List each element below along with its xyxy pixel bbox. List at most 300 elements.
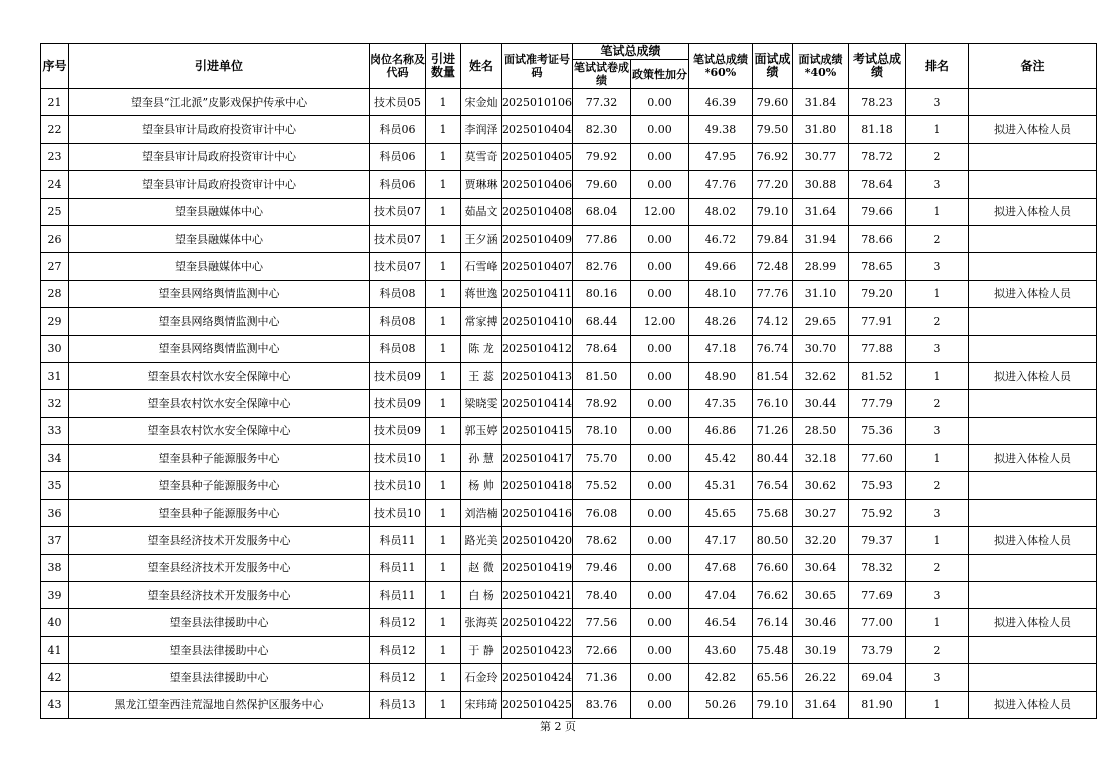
cell-remark: 拟进入体检人员 (969, 198, 1097, 225)
cell-written: 80.16 (573, 280, 631, 307)
cell-w60: 46.86 (689, 417, 753, 444)
cell-total: 78.65 (849, 253, 906, 280)
cell-rank: 1 (906, 280, 969, 307)
cell-unit: 望奎县审计局政府投资审计中心 (69, 171, 370, 198)
cell-ticket: 2025010423 (502, 636, 573, 663)
cell-bonus: 0.00 (631, 499, 689, 526)
cell-remark: 拟进入体检人员 (969, 362, 1097, 389)
cell-bonus: 0.00 (631, 225, 689, 252)
header-written-score: 笔试试卷成绩 (574, 61, 629, 87)
cell-written: 68.04 (573, 198, 631, 225)
cell-bonus: 0.00 (631, 143, 689, 170)
cell-total: 77.91 (849, 308, 906, 335)
cell-seq: 39 (41, 582, 69, 609)
cell-interview: 76.74 (753, 335, 793, 362)
cell-rank: 2 (906, 390, 969, 417)
cell-post: 科员12 (370, 636, 426, 663)
cell-i40: 30.77 (793, 143, 849, 170)
cell-rank: 1 (906, 445, 969, 472)
cell-remark: 拟进入体检人员 (969, 609, 1097, 636)
cell-seq: 42 (41, 664, 69, 691)
table-row (41, 582, 1097, 609)
cell-total: 77.69 (849, 582, 906, 609)
cell-quota: 1 (426, 664, 461, 691)
cell-ticket: 2025010411 (502, 280, 573, 307)
cell-ticket: 2025010409 (502, 225, 573, 252)
cell-written: 77.86 (573, 225, 631, 252)
cell-quota: 1 (426, 582, 461, 609)
cell-i40: 28.99 (793, 253, 849, 280)
cell-rank: 3 (906, 417, 969, 444)
cell-w60: 48.90 (689, 362, 753, 389)
cell-post: 科员06 (370, 171, 426, 198)
table-row (41, 116, 1097, 143)
cell-post: 科员12 (370, 609, 426, 636)
cell-w60: 43.60 (689, 636, 753, 663)
cell-total: 75.92 (849, 499, 906, 526)
cell-post: 科员06 (370, 143, 426, 170)
cell-i40: 31.80 (793, 116, 849, 143)
cell-remark (969, 664, 1097, 691)
cell-bonus: 0.00 (631, 116, 689, 143)
cell-seq: 43 (41, 691, 69, 718)
cell-remark (969, 582, 1097, 609)
cell-total: 79.66 (849, 198, 906, 225)
cell-remark (969, 253, 1097, 280)
cell-quota: 1 (426, 499, 461, 526)
cell-unit: 望奎县农村饮水安全保障中心 (69, 362, 370, 389)
cell-seq: 23 (41, 143, 69, 170)
cell-written: 78.40 (573, 582, 631, 609)
cell-seq: 35 (41, 472, 69, 499)
cell-rank: 1 (906, 116, 969, 143)
cell-name: 张海英 (461, 609, 502, 636)
cell-seq: 31 (41, 362, 69, 389)
cell-i40: 32.62 (793, 362, 849, 389)
cell-w60: 49.66 (689, 253, 753, 280)
cell-name: 莫雪奇 (461, 143, 502, 170)
cell-i40: 31.84 (793, 89, 849, 116)
cell-i40: 30.27 (793, 499, 849, 526)
cell-written: 79.92 (573, 143, 631, 170)
cell-post: 科员08 (370, 308, 426, 335)
cell-interview: 79.84 (753, 225, 793, 252)
header-post: 岗位名称及代码 (370, 44, 426, 89)
cell-seq: 34 (41, 445, 69, 472)
cell-remark: 拟进入体检人员 (969, 280, 1097, 307)
cell-total: 73.79 (849, 636, 906, 663)
cell-w60: 48.26 (689, 308, 753, 335)
cell-total: 75.36 (849, 417, 906, 444)
cell-name: 王夕涵 (461, 225, 502, 252)
cell-written: 83.76 (573, 691, 631, 718)
cell-unit: 黑龙江望奎西洼荒湿地自然保护区服务中心 (69, 691, 370, 718)
cell-remark (969, 636, 1097, 663)
cell-seq: 26 (41, 225, 69, 252)
header-policy-bonus: 政策性加分 (631, 60, 689, 89)
cell-interview: 65.56 (753, 664, 793, 691)
cell-total: 77.00 (849, 609, 906, 636)
cell-quota: 1 (426, 472, 461, 499)
header-total: 考试总成绩 (849, 44, 906, 89)
cell-written: 82.30 (573, 116, 631, 143)
cell-i40: 30.19 (793, 636, 849, 663)
cell-written: 68.44 (573, 308, 631, 335)
cell-interview: 79.10 (753, 198, 793, 225)
cell-i40: 30.44 (793, 390, 849, 417)
cell-name: 李润泽 (461, 116, 502, 143)
cell-w60: 47.76 (689, 171, 753, 198)
cell-remark (969, 417, 1097, 444)
cell-unit: 望奎县融媒体中心 (69, 198, 370, 225)
cell-quota: 1 (426, 417, 461, 444)
cell-i40: 30.46 (793, 609, 849, 636)
cell-name: 梁晓雯 (461, 390, 502, 417)
table-row (41, 171, 1097, 198)
cell-unit: 望奎县种子能源服务中心 (69, 445, 370, 472)
header-unit: 引进单位 (69, 44, 370, 89)
cell-remark (969, 499, 1097, 526)
cell-name: 郭玉婷 (461, 417, 502, 444)
cell-ticket: 2025010407 (502, 253, 573, 280)
cell-post: 科员06 (370, 116, 426, 143)
page-number: 第 2 页 (540, 720, 576, 733)
cell-post: 科员12 (370, 664, 426, 691)
cell-remark (969, 225, 1097, 252)
cell-ticket: 2025010420 (502, 527, 573, 554)
cell-total: 78.64 (849, 171, 906, 198)
cell-post: 技术员10 (370, 472, 426, 499)
cell-ticket: 2025010404 (502, 116, 573, 143)
cell-rank: 3 (906, 253, 969, 280)
cell-quota: 1 (426, 280, 461, 307)
cell-bonus: 0.00 (631, 527, 689, 554)
cell-seq: 29 (41, 308, 69, 335)
cell-bonus: 0.00 (631, 253, 689, 280)
cell-interview: 79.10 (753, 691, 793, 718)
cell-post: 技术员10 (370, 499, 426, 526)
table-row (41, 554, 1097, 581)
cell-interview: 76.10 (753, 390, 793, 417)
table-row (41, 664, 1097, 691)
cell-written: 79.60 (573, 171, 631, 198)
cell-written: 75.52 (573, 472, 631, 499)
cell-seq: 33 (41, 417, 69, 444)
cell-quota: 1 (426, 253, 461, 280)
cell-seq: 37 (41, 527, 69, 554)
cell-name: 白 杨 (461, 582, 502, 609)
cell-total: 78.23 (849, 89, 906, 116)
cell-rank: 3 (906, 499, 969, 526)
cell-w60: 47.95 (689, 143, 753, 170)
cell-rank: 3 (906, 335, 969, 362)
cell-unit: 望奎县审计局政府投资审计中心 (69, 116, 370, 143)
cell-name: 陈 龙 (461, 335, 502, 362)
cell-bonus: 12.00 (631, 308, 689, 335)
table-row (41, 445, 1097, 472)
table-row (41, 89, 1097, 116)
cell-ticket: 2025010405 (502, 143, 573, 170)
cell-post: 技术员07 (370, 253, 426, 280)
cell-rank: 1 (906, 198, 969, 225)
cell-w60: 47.35 (689, 390, 753, 417)
cell-rank: 1 (906, 527, 969, 554)
cell-remark (969, 171, 1097, 198)
cell-seq: 27 (41, 253, 69, 280)
cell-rank: 2 (906, 308, 969, 335)
cell-ticket: 2025010422 (502, 609, 573, 636)
cell-interview: 77.20 (753, 171, 793, 198)
cell-remark (969, 335, 1097, 362)
cell-ticket: 2025010414 (502, 390, 573, 417)
cell-written: 82.76 (573, 253, 631, 280)
cell-written: 72.66 (573, 636, 631, 663)
cell-remark: 拟进入体检人员 (969, 691, 1097, 718)
cell-written: 71.36 (573, 664, 631, 691)
cell-bonus: 0.00 (631, 664, 689, 691)
cell-unit: 望奎县融媒体中心 (69, 225, 370, 252)
cell-seq: 40 (41, 609, 69, 636)
cell-interview: 80.44 (753, 445, 793, 472)
cell-unit: 望奎县种子能源服务中心 (69, 499, 370, 526)
cell-unit: 望奎县法律援助中心 (69, 609, 370, 636)
cell-remark: 拟进入体检人员 (969, 445, 1097, 472)
cell-ticket: 2025010421 (502, 582, 573, 609)
cell-unit: 望奎县融媒体中心 (69, 253, 370, 280)
cell-name: 孙 慧 (461, 445, 502, 472)
cell-post: 科员08 (370, 280, 426, 307)
cell-rank: 2 (906, 225, 969, 252)
cell-interview: 76.54 (753, 472, 793, 499)
cell-post: 科员11 (370, 554, 426, 581)
cell-interview: 79.60 (753, 89, 793, 116)
cell-name: 路光美 (461, 527, 502, 554)
cell-ticket: 2025010106 (502, 89, 573, 116)
cell-w60: 48.10 (689, 280, 753, 307)
cell-unit: 望奎县农村饮水安全保障中心 (69, 417, 370, 444)
cell-name: 蒋世逸 (461, 280, 502, 307)
cell-name: 王 蕊 (461, 362, 502, 389)
cell-bonus: 0.00 (631, 472, 689, 499)
cell-name: 茹晶文 (461, 198, 502, 225)
cell-bonus: 0.00 (631, 171, 689, 198)
cell-unit: 望奎县“江北派”皮影戏保护传承中心 (69, 89, 370, 116)
cell-i40: 28.50 (793, 417, 849, 444)
cell-name: 赵 微 (461, 554, 502, 581)
cell-post: 技术员07 (370, 198, 426, 225)
cell-bonus: 0.00 (631, 89, 689, 116)
cell-w60: 47.68 (689, 554, 753, 581)
table-row (41, 253, 1097, 280)
header-written-60: 笔试总成绩*60% (689, 44, 753, 89)
cell-rank: 1 (906, 609, 969, 636)
cell-ticket: 2025010418 (502, 472, 573, 499)
cell-i40: 31.94 (793, 225, 849, 252)
cell-post: 技术员07 (370, 225, 426, 252)
header-interview: 面试成绩 (753, 44, 793, 89)
cell-post: 科员13 (370, 691, 426, 718)
cell-bonus: 0.00 (631, 390, 689, 417)
cell-seq: 41 (41, 636, 69, 663)
table-row (41, 527, 1097, 554)
cell-unit: 望奎县经济技术开发服务中心 (69, 554, 370, 581)
cell-name: 贾琳琳 (461, 171, 502, 198)
cell-w60: 45.42 (689, 445, 753, 472)
cell-post: 技术员10 (370, 445, 426, 472)
cell-total: 79.20 (849, 280, 906, 307)
cell-post: 科员08 (370, 335, 426, 362)
cell-remark (969, 143, 1097, 170)
cell-i40: 32.18 (793, 445, 849, 472)
cell-rank: 3 (906, 89, 969, 116)
cell-total: 79.37 (849, 527, 906, 554)
cell-name: 宋玮琦 (461, 691, 502, 718)
cell-rank: 1 (906, 362, 969, 389)
cell-w60: 46.72 (689, 225, 753, 252)
table-row (41, 198, 1097, 225)
cell-ticket: 2025010406 (502, 171, 573, 198)
table-row (41, 390, 1097, 417)
cell-quota: 1 (426, 445, 461, 472)
cell-quota: 1 (426, 691, 461, 718)
cell-ticket: 2025010424 (502, 664, 573, 691)
cell-rank: 3 (906, 664, 969, 691)
cell-name: 石金玲 (461, 664, 502, 691)
cell-w60: 48.02 (689, 198, 753, 225)
cell-interview: 76.92 (753, 143, 793, 170)
cell-seq: 30 (41, 335, 69, 362)
header-seq: 序号 (41, 44, 69, 89)
cell-bonus: 12.00 (631, 198, 689, 225)
cell-seq: 24 (41, 171, 69, 198)
cell-ticket: 2025010412 (502, 335, 573, 362)
cell-seq: 32 (41, 390, 69, 417)
table-row (41, 225, 1097, 252)
cell-i40: 32.20 (793, 527, 849, 554)
cell-written: 77.56 (573, 609, 631, 636)
cell-written: 75.70 (573, 445, 631, 472)
cell-quota: 1 (426, 198, 461, 225)
cell-i40: 26.22 (793, 664, 849, 691)
cell-seq: 36 (41, 499, 69, 526)
table-row (41, 280, 1097, 307)
cell-post: 技术员05 (370, 89, 426, 116)
cell-interview: 72.48 (753, 253, 793, 280)
cell-quota: 1 (426, 308, 461, 335)
cell-i40: 30.62 (793, 472, 849, 499)
cell-quota: 1 (426, 335, 461, 362)
cell-total: 78.66 (849, 225, 906, 252)
header-remark: 备注 (969, 44, 1097, 89)
cell-unit: 望奎县审计局政府投资审计中心 (69, 143, 370, 170)
cell-interview: 75.48 (753, 636, 793, 663)
cell-quota: 1 (426, 225, 461, 252)
cell-quota: 1 (426, 171, 461, 198)
cell-ticket: 2025010415 (502, 417, 573, 444)
header-rank: 排名 (906, 44, 969, 89)
cell-unit: 望奎县网络舆情监测中心 (69, 308, 370, 335)
cell-bonus: 0.00 (631, 417, 689, 444)
table-row (41, 335, 1097, 362)
cell-remark (969, 472, 1097, 499)
cell-w60: 46.39 (689, 89, 753, 116)
header-quota: 引进数量 (426, 44, 461, 89)
cell-quota: 1 (426, 636, 461, 663)
table-row (41, 417, 1097, 444)
cell-rank: 2 (906, 554, 969, 581)
cell-name: 杨 帅 (461, 472, 502, 499)
cell-interview: 75.68 (753, 499, 793, 526)
cell-written: 76.08 (573, 499, 631, 526)
score-table (40, 43, 1097, 719)
cell-interview: 80.50 (753, 527, 793, 554)
cell-written: 78.62 (573, 527, 631, 554)
cell-interview: 76.14 (753, 609, 793, 636)
table-row (41, 609, 1097, 636)
cell-quota: 1 (426, 89, 461, 116)
cell-w60: 45.31 (689, 472, 753, 499)
cell-seq: 28 (41, 280, 69, 307)
cell-name: 常家搏 (461, 308, 502, 335)
table-row (41, 472, 1097, 499)
cell-w60: 45.65 (689, 499, 753, 526)
cell-rank: 2 (906, 472, 969, 499)
cell-quota: 1 (426, 362, 461, 389)
cell-seq: 21 (41, 89, 69, 116)
cell-i40: 31.64 (793, 691, 849, 718)
cell-w60: 47.18 (689, 335, 753, 362)
cell-written: 78.10 (573, 417, 631, 444)
cell-i40: 30.88 (793, 171, 849, 198)
cell-unit: 望奎县经济技术开发服务中心 (69, 527, 370, 554)
cell-unit: 望奎县网络舆情监测中心 (69, 280, 370, 307)
cell-w60: 42.82 (689, 664, 753, 691)
cell-bonus: 0.00 (631, 609, 689, 636)
table-body (41, 89, 1097, 719)
cell-w60: 47.17 (689, 527, 753, 554)
cell-total: 78.32 (849, 554, 906, 581)
header-name: 姓名 (461, 44, 502, 89)
cell-remark: 拟进入体检人员 (969, 116, 1097, 143)
cell-post: 技术员09 (370, 417, 426, 444)
cell-quota: 1 (426, 390, 461, 417)
cell-i40: 31.10 (793, 280, 849, 307)
cell-total: 77.88 (849, 335, 906, 362)
cell-total: 77.79 (849, 390, 906, 417)
cell-rank: 1 (906, 691, 969, 718)
cell-total: 77.60 (849, 445, 906, 472)
header-ticket: 面试准考证号码 (502, 44, 573, 89)
table-row (41, 691, 1097, 718)
cell-remark (969, 554, 1097, 581)
cell-ticket: 2025010408 (502, 198, 573, 225)
cell-interview: 76.62 (753, 582, 793, 609)
cell-total: 69.04 (849, 664, 906, 691)
table-row (41, 143, 1097, 170)
cell-total: 81.52 (849, 362, 906, 389)
cell-quota: 1 (426, 116, 461, 143)
cell-total: 81.18 (849, 116, 906, 143)
cell-i40: 30.65 (793, 582, 849, 609)
cell-written: 78.92 (573, 390, 631, 417)
cell-w60: 47.04 (689, 582, 753, 609)
cell-ticket: 2025010410 (502, 308, 573, 335)
cell-unit: 望奎县经济技术开发服务中心 (69, 582, 370, 609)
cell-name: 宋金灿 (461, 89, 502, 116)
cell-interview: 79.50 (753, 116, 793, 143)
cell-seq: 25 (41, 198, 69, 225)
cell-ticket: 2025010417 (502, 445, 573, 472)
